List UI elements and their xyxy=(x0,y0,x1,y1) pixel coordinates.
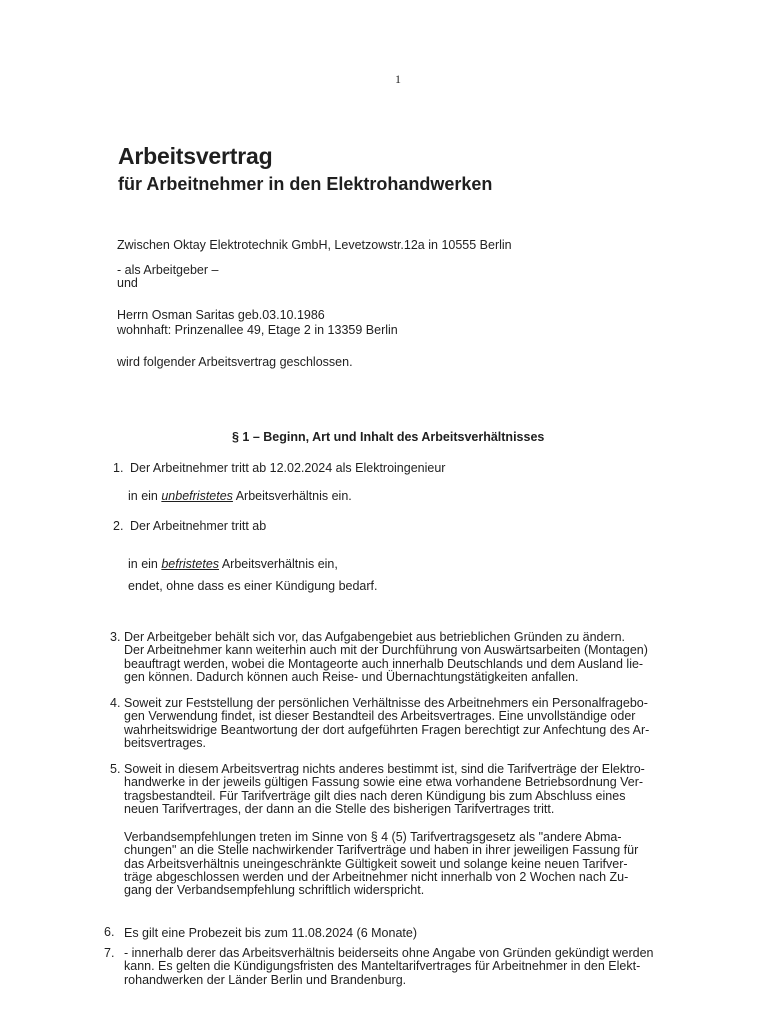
item-5-line: chungen" an die Stelle nachwirkender Tarifverträge und haben in ihrer jeweiligen Fassung für xyxy=(124,843,639,858)
item-1-line-1: Der Arbeitnehmer tritt ab 12.02.2024 als Elektroingenieur xyxy=(130,461,446,475)
item-3-paragraph xyxy=(124,631,668,684)
item-7-line: - innerhalb derer das Arbeitsverhältnis beiderseits ohne Angabe von Gründen gekündigt werden xyxy=(124,946,654,960)
item-1-line-2 xyxy=(128,489,352,504)
item-4-line: gen Verwendung findet, ist dieser Bestandteil des Arbeitsvertrages. Eine unvollständige oder xyxy=(124,709,636,724)
term-befristet: befristetes xyxy=(161,557,220,571)
item-3-line: beauftragt werden, wobei die Montageorte auch innerhalb Deutschlands und dem Ausland lie- xyxy=(124,656,644,671)
employee-name: Herrn Osman Saritas geb.03.10.1986 xyxy=(117,308,325,322)
item-7-line: rohandwerken der Länder Berlin und Brandenburg. xyxy=(124,972,407,987)
document-subtitle: für Arbeitnehmer in den Elektrohandwerken xyxy=(118,174,493,194)
item-3-line: gen können. Dadurch können auch Reise- und Übernachtungstätigkeiten anfallen. xyxy=(124,669,579,684)
item-5-line: das Arbeitsverhältnis uneingeschränkte Gültigkeit soweit und solange keine neuen Tarifver- xyxy=(124,856,628,871)
item-5-number: 5. xyxy=(110,762,121,776)
item-4-number: 4. xyxy=(110,696,121,710)
item-4-line: wahrheitswidrige Beantwortung der dort aufgeführten Fragen berechtigt zur Anfechtung des Ar- xyxy=(124,722,650,737)
item-7-line: kann. Es gelten die Kündigungsfristen des Manteltarifvertrages für Arbeitnehmer in den Elekt- xyxy=(124,959,641,974)
employer-line: Zwischen Oktay Elektrotechnik GmbH, Levetzowstr.12a in 10555 Berlin xyxy=(117,238,512,252)
item-3-number: 3. xyxy=(110,630,121,644)
section-heading: § 1 – Beginn, Art und Inhalt des Arbeitsverhältnisses xyxy=(232,430,545,444)
employee-address: wohnhaft: Prinzenallee 49, Etage 2 in 13359 Berlin xyxy=(117,323,398,337)
item-5-line: handwerke in der jeweils gültigen Fassung sowie eine etwa vorhandene Betriebsordnung Ver- xyxy=(124,775,644,790)
item-1-number: 1. xyxy=(113,461,124,475)
item-4-line: Soweit zur Feststellung der persönlichen Verhältnisse des Arbeitnehmers ein Personalfragebo- xyxy=(124,696,648,710)
item-7-number: 7. xyxy=(104,946,115,960)
item-7-paragraph xyxy=(124,947,668,987)
employer-role: - als Arbeitgeber – xyxy=(117,263,219,277)
and-connector: und xyxy=(117,276,138,290)
item-3-line: Der Arbeitnehmer kann weiterhin auch mit der Durchführung von Auswärtsarbeiten (Montagen) xyxy=(124,643,648,658)
item-4-paragraph xyxy=(124,697,668,750)
item-6-text: Es gilt eine Probezeit bis zum 11.08.2024 (6 Monate) xyxy=(124,926,417,940)
item-5-line: neuen Tarifvertrages, der dann an die Stelle des bisherigen Tarifvertrages tritt. xyxy=(124,801,555,816)
item-5-line: tragsbestandteil. Für Tarifverträge gilt dies nach deren Kündigung bis zum Abschluss eines xyxy=(124,788,626,803)
item-4-line: beitsvertrages. xyxy=(124,735,206,750)
item-1-pre: in ein xyxy=(128,489,162,503)
item-5-paragraph-1 xyxy=(124,763,668,816)
item-5-line: Soweit in diesem Arbeitsvertrag nichts anderes bestimmt ist, sind die Tarifverträge der Elektro- xyxy=(124,762,645,776)
item-2-line-1: Der Arbeitnehmer tritt ab xyxy=(130,519,267,533)
item-5-paragraph-2 xyxy=(124,831,668,897)
contract-closing-line: wird folgender Arbeitsvertrag geschlossen. xyxy=(117,355,353,369)
item-5-line: träge abgeschlossen werden und der Arbeitnehmer nicht innerhalb von 2 Wochen nach Zu- xyxy=(124,869,629,884)
item-6-number: 6. xyxy=(104,925,115,939)
item-5-line: Verbandsempfehlungen treten im Sinne von § 4 (5) Tarifvertragsgesetz als "andere Abma- xyxy=(124,830,622,844)
term-unbefristet: unbefristetes xyxy=(161,489,233,503)
page-number: 1 xyxy=(395,72,401,86)
item-3-line: Der Arbeitgeber behält sich vor, das Aufgabengebiet aus betrieblichen Gründen zu ändern. xyxy=(124,630,626,644)
item-2-post: Arbeitsverhältnis ein, xyxy=(219,557,338,571)
item-2-number: 2. xyxy=(113,519,124,533)
item-2-pre: in ein xyxy=(128,557,162,571)
item-2-line-2 xyxy=(128,557,338,572)
item-1-post: Arbeitsverhältnis ein. xyxy=(232,489,352,503)
item-5-line: gang der Verbandsempfehlung schriftlich widerspricht. xyxy=(124,883,425,898)
document-title: Arbeitsvertrag xyxy=(118,143,273,169)
item-2-line-3: endet, ohne dass es einer Kündigung bedarf. xyxy=(128,579,378,593)
